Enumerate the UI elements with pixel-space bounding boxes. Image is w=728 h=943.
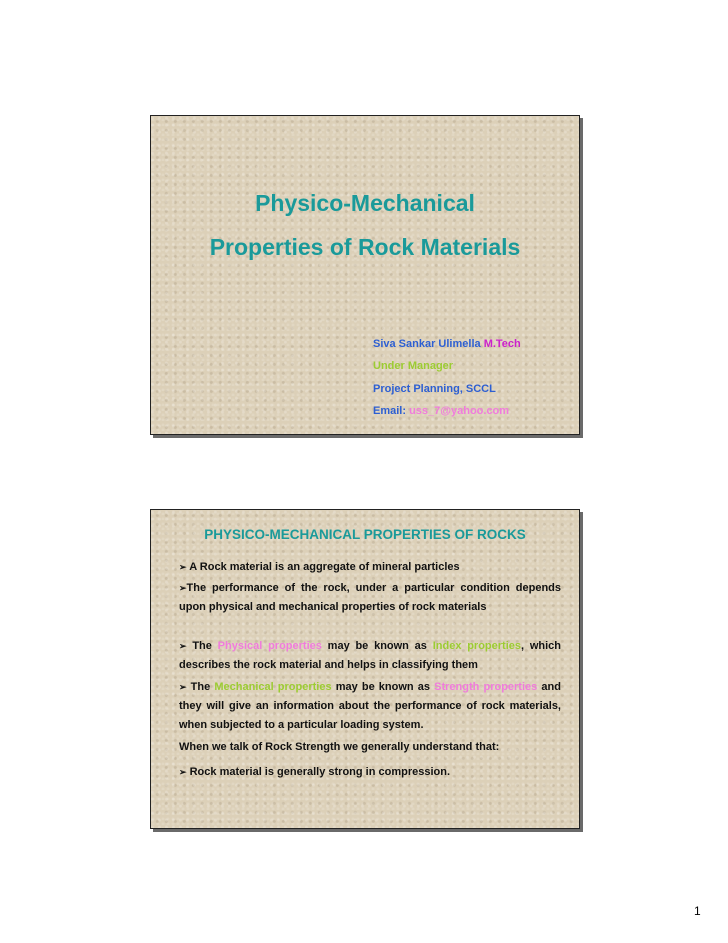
author-role: Under Manager <box>373 360 454 372</box>
plain-paragraph: When we talk of Rock Strength we generally understand that: <box>179 741 500 753</box>
author-name: Siva Sankar Ulimella <box>373 338 481 350</box>
paragraph-text: The <box>190 681 211 693</box>
paragraph-text: may be known as <box>327 640 427 652</box>
paragraph-text: Rock material is generally strong in compression. <box>189 766 451 778</box>
slide-title-line-1: Physico-Mechanical <box>255 190 475 216</box>
paragraph-text: The performance of the rock, under a particular condition depends upon physical and mechanical properties of rock materials <box>179 582 561 613</box>
slide-title-line-2: Properties of Rock Materials <box>209 234 521 260</box>
bullet-paragraph-1 <box>179 558 561 577</box>
bullet-paragraph-6 <box>179 763 561 782</box>
slide-heading: PHYSICO-MECHANICAL PROPERTIES OF ROCKS <box>204 527 526 542</box>
author-degree: M.Tech <box>483 338 521 350</box>
bullet-paragraph-2 <box>179 579 561 617</box>
author-line <box>373 338 521 350</box>
arrow-bullet-icon: ➢ <box>179 682 187 692</box>
content-slide <box>150 509 580 829</box>
arrow-bullet-icon: ➢ <box>179 767 187 777</box>
email-label: Email: <box>373 405 407 417</box>
email-line <box>373 405 509 417</box>
highlight-physical-properties: Physical properties <box>217 640 322 652</box>
paragraph-text: and they will give an information about the performance of rock materials, when subjected to a particular loading system. <box>179 681 561 731</box>
highlight-strength-properties: Strength properties <box>434 681 538 693</box>
paragraph-text: may be known as <box>335 681 430 693</box>
arrow-bullet-icon: ➢ <box>179 583 187 593</box>
arrow-bullet-icon: ➢ <box>179 562 187 572</box>
bullet-paragraph-4 <box>179 678 561 735</box>
highlight-mechanical-properties: Mechanical properties <box>214 681 332 693</box>
title-slide <box>150 115 580 435</box>
email-link[interactable]: uss_7@yahoo.com <box>409 405 510 417</box>
paragraph-text: A Rock material is an aggregate of mineral particles <box>189 561 460 573</box>
highlight-index-properties: Index properties <box>432 640 521 652</box>
paragraph-text: The <box>192 640 212 652</box>
bullet-paragraph-3 <box>179 637 561 675</box>
paragraph-text: , which describes the rock material and helps in classifying them <box>179 640 561 671</box>
arrow-bullet-icon: ➢ <box>179 641 187 651</box>
author-department: Project Planning, SCCL <box>373 383 496 395</box>
page-number: 1 <box>694 904 701 918</box>
